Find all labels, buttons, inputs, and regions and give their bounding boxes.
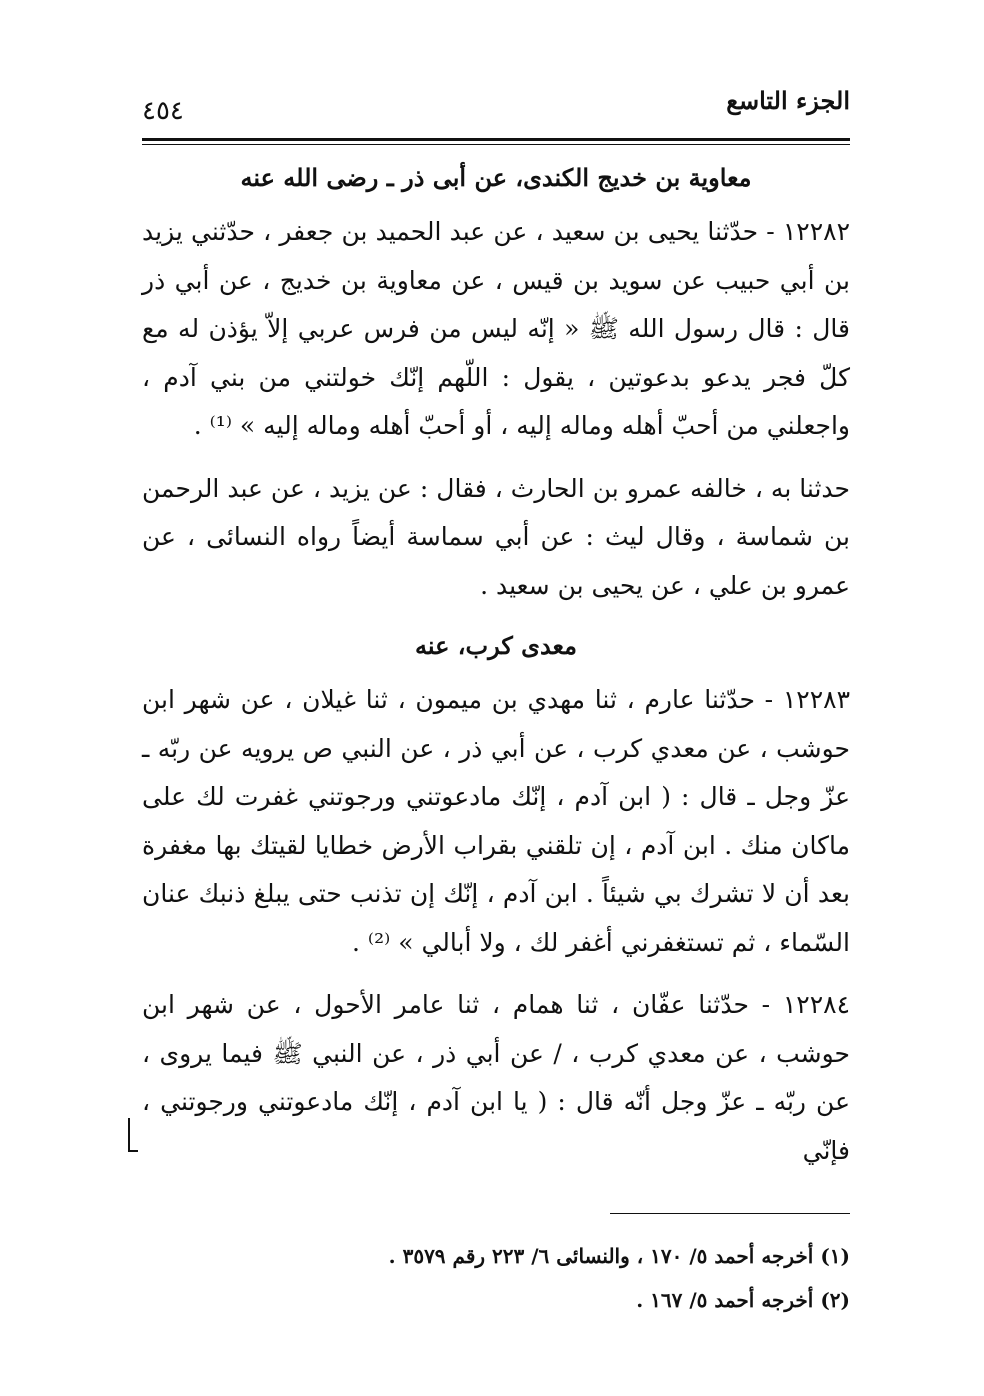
- margin-mark: [128, 1118, 130, 1152]
- hadith-paragraph: ١٢٢٨٢ - حدّثنا يحيى بن سعيد ، عن عبد الحميد بن جعفر ، حدّثني يزيد بن أبي حبيب عن سويد بن قيس ، عن معاوية بن خديج ، عن أبي ذر قال : قال رسول الله ﷺ « إنّه ليس من فرس عربي إلاّ يؤذن له مع كلّ فجر يدعو بدعوتين ، يقول : اللّهم إنّك خولتني من بني آدم ، واجعلني من أحبّ أهله وماله إليه ، أو أحبّ أهله وماله إليه » ⁽¹⁾ .: [142, 217, 850, 440]
- page-body: [142, 156, 850, 1189]
- commentary-paragraph: حدثنا به ، خالفه عمرو بن الحارث ، فقال : عن يزيد ، عن عبد الرحمن بن شماسة ، وقال ليث : عن أبي سماسة أيضاً رواه النسائى ، عن عمرو بن علي ، عن يحيى بن سعيد .: [142, 473, 850, 600]
- footnotes: [142, 1234, 850, 1322]
- section-heading: معدى كرب، عنه: [415, 631, 577, 660]
- section-heading: معاوية بن خديج الكندى، عن أبى ذر ـ رضى الله عنه: [240, 163, 752, 192]
- page-header: [142, 80, 850, 130]
- header-rule-thin: [142, 144, 850, 145]
- hadith-paragraph: ١٢٢٨٣ - حدّثنا عارم ، ثنا مهدي بن ميمون ، ثنا غيلان ، عن شهر ابن حوشب ، عن معدي كرب ، عن أبي ذر ، عن النبي ص يرويه عن ربّه ـ عزّ وجل ـ قال : ( ابن آدم ، إنّك مادعوتني ورجوتني غفرت لك على ماكان منك . ابن آدم ، إن تلقني بقراب الأرض خطايا لقيتك بها مغفرة بعد أن لا تشرك بي شيئاً . ابن آدم ، إنّك إن تذنب حتى يبلغ ذنبك عنان السّماء ، ثم تستغفرني أغفر لك ، ولا أبالي » ⁽²⁾ .: [142, 685, 850, 957]
- hadith-paragraph: ١٢٢٨٤ - حدّثنا عفّان ، ثنا همام ، ثنا عامر الأحول ، عن شهر ابن حوشب ، عن معدي كرب ، / عن أبي ذر ، عن النبي ﷺ فيما يروى ، عن ربّه ـ عزّ وجل أنّه قال : ( يا ابن آدم ، إنّك مادعوتني ورجوتني ، فإنّي: [142, 990, 850, 1165]
- part-title: الجزء التاسع: [726, 86, 850, 115]
- footnote: (١) أخرجه أحمد ٥/ ١٧٠ ، والنسائى ٦/ ٢٢٣ رقم ٣٥٧٩ .: [388, 1244, 850, 1268]
- page-number: ٤٥٤: [142, 96, 184, 126]
- footnote-rule: [610, 1213, 850, 1214]
- margin-mark-foot: [128, 1150, 138, 1152]
- header-rule-thick: [142, 138, 850, 141]
- footnote: (٢) أخرجه أحمد ٥/ ١٦٧ .: [636, 1288, 850, 1312]
